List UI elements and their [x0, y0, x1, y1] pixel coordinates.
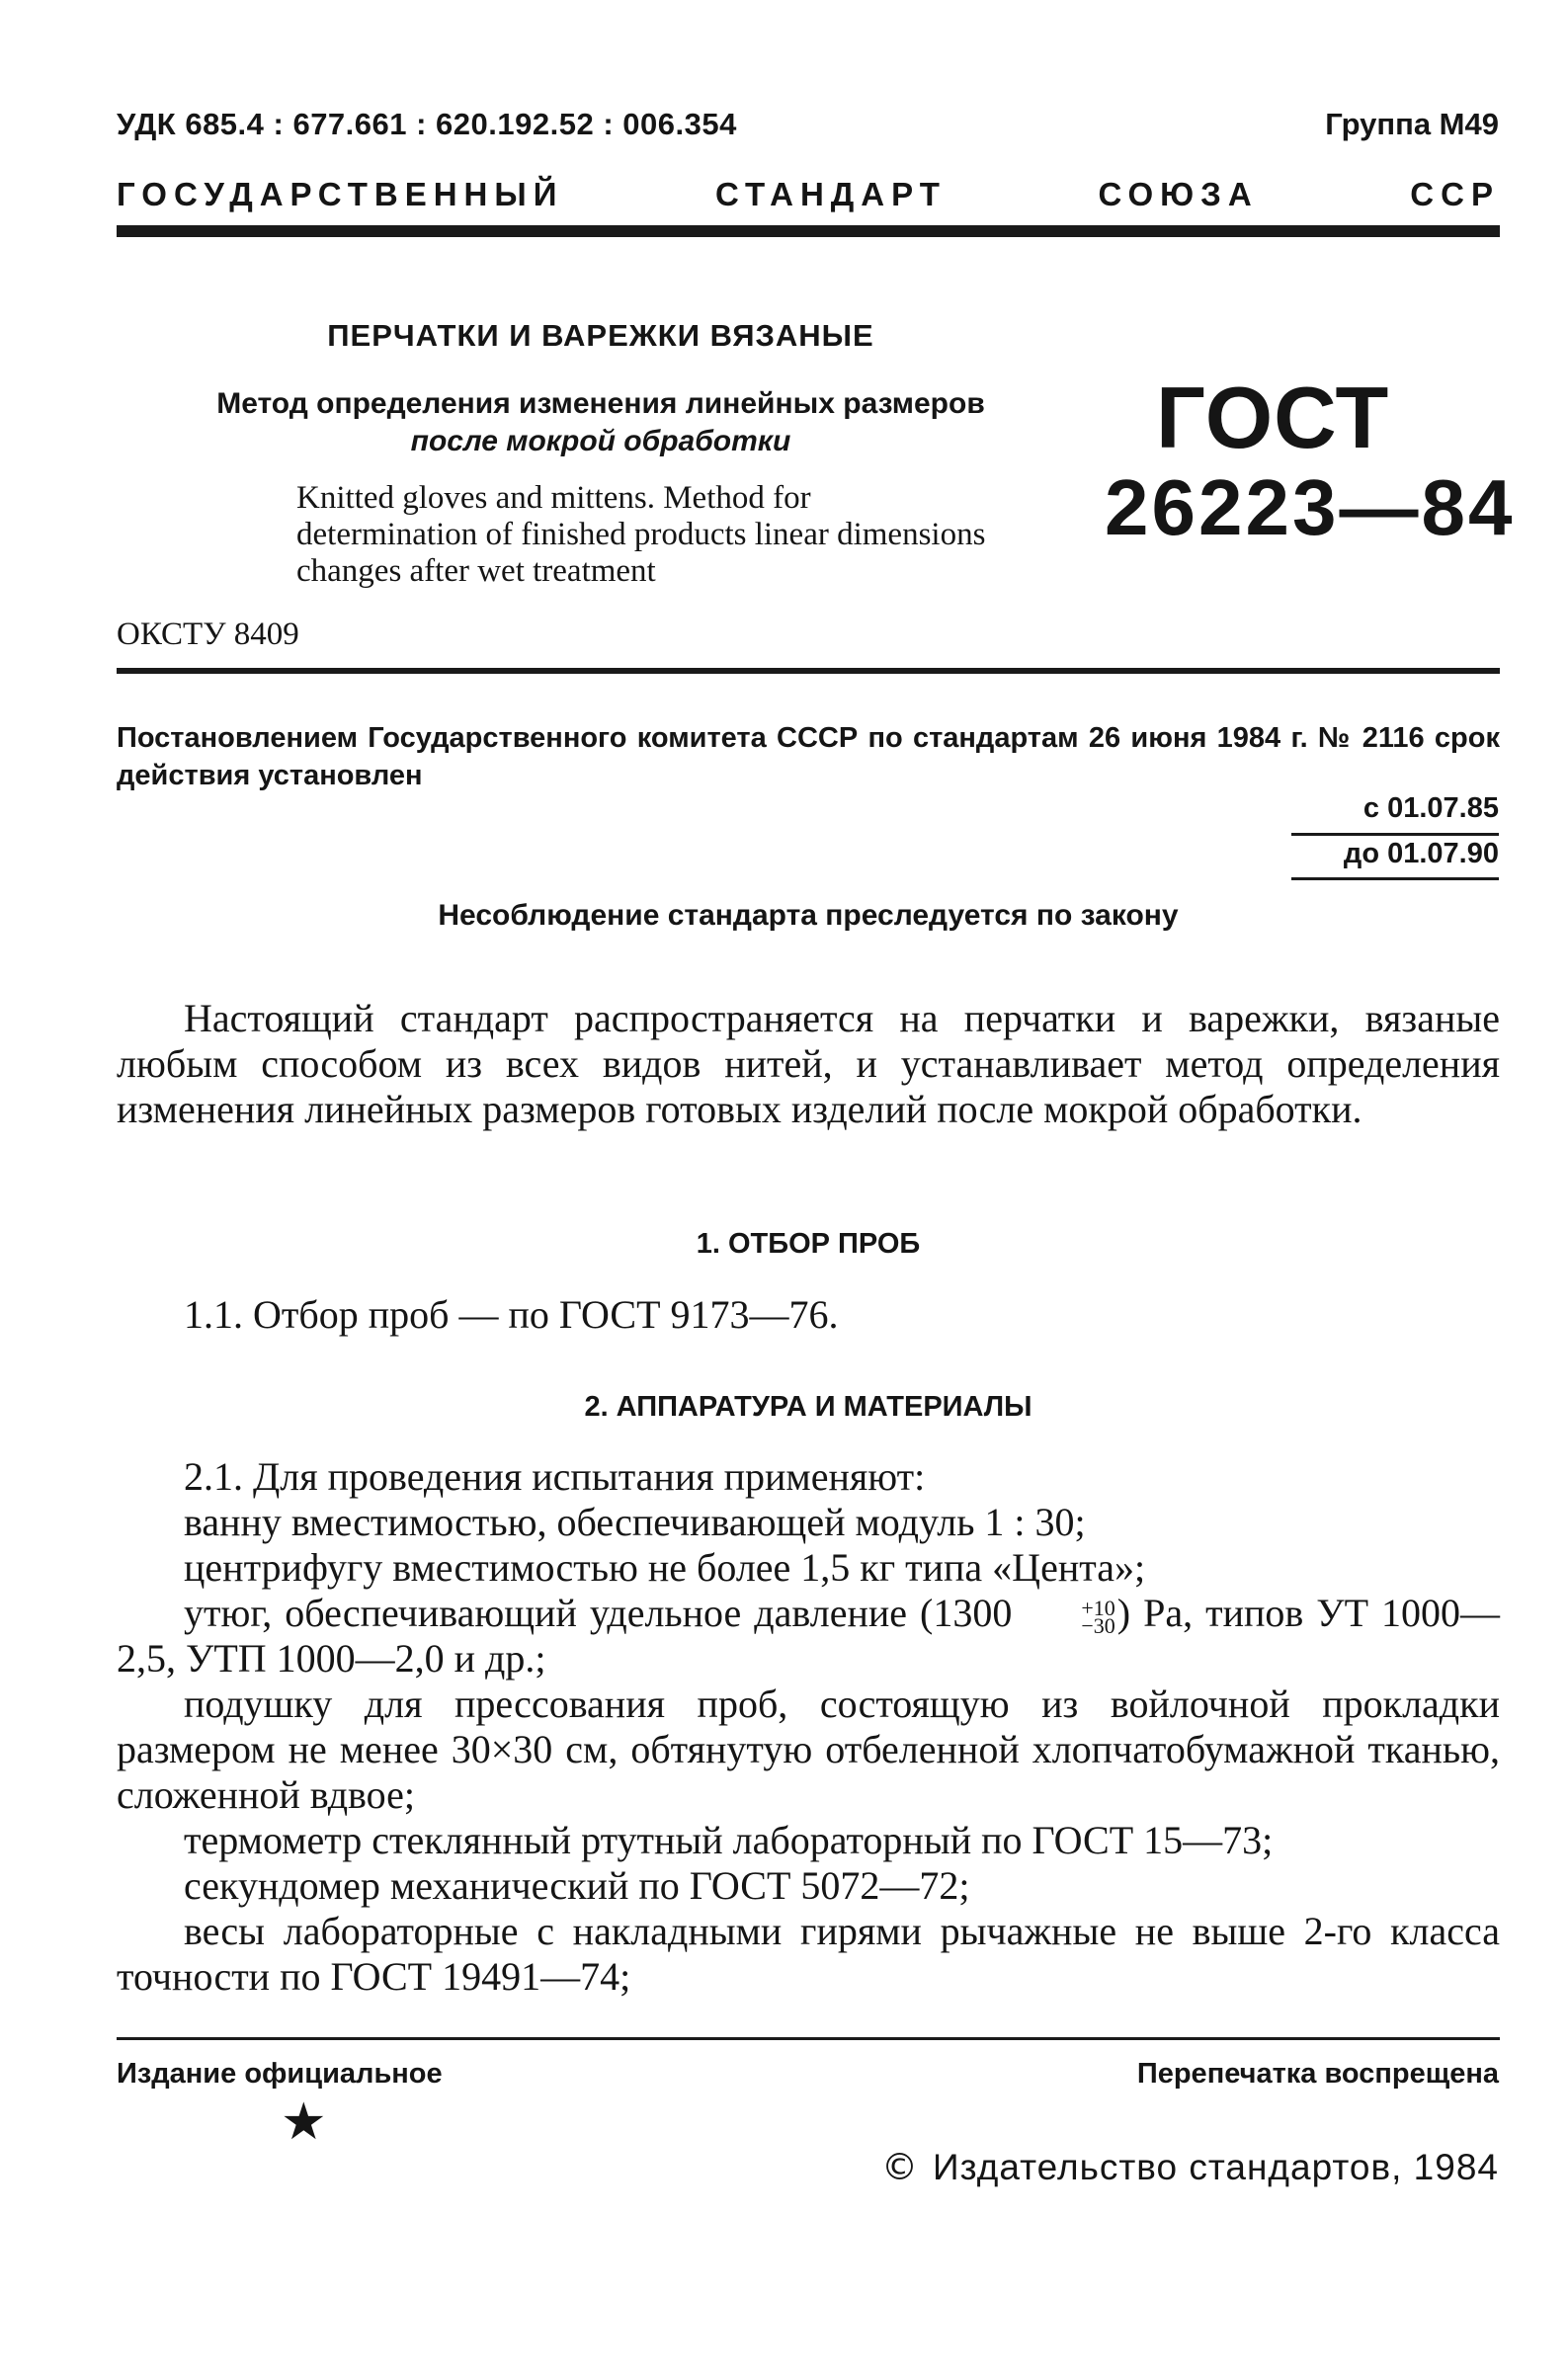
title-divider: [117, 668, 1500, 674]
publisher-name: Издательство стандартов, 1984: [933, 2147, 1499, 2187]
banner-word: ССР: [1410, 176, 1500, 212]
banner-word: СОЮЗА: [1098, 176, 1259, 212]
copyright-icon: ©: [881, 2146, 919, 2188]
list-item-iron: [117, 1591, 1500, 1682]
list-item-bath: ванну вместимостью, обеспечивающей модуль 1 : 30;: [184, 1500, 1086, 1544]
star-icon: ★: [281, 2094, 327, 2151]
okstu-code: ОКСТУ 8409: [117, 616, 299, 652]
banner-word: ГОСУДАРСТВЕННЫЙ: [117, 176, 564, 212]
validity-rule: [1291, 877, 1499, 880]
tolerance: [1014, 1595, 1115, 1638]
group-code: Группа М49: [1325, 107, 1499, 141]
valid-from: с 01.07.85: [1362, 792, 1499, 824]
iron-text-a: утюг, обеспечивающий удельное давление (1300: [184, 1591, 1013, 1635]
udk-code: УДК 685.4 : 677.661 : 620.192.52 : 006.354: [117, 107, 737, 141]
edition-label: Издание официальное: [117, 2058, 443, 2090]
banner-word: СТАНДАРТ: [715, 176, 947, 212]
publisher-line: [881, 2146, 1499, 2188]
paragraph-1-1: 1.1. Отбор проб — по ГОСТ 9173—76.: [184, 1292, 839, 1337]
english-title: Knitted gloves and mittens. Method for determination of finished products linear dimensions changes after wet treatment: [296, 480, 986, 589]
list-item-stopwatch: секундомер механический по ГОСТ 5072—72;: [184, 1863, 970, 1908]
standard-subtitle-line2: после мокрой обработки: [410, 425, 791, 457]
iron-text-b: ) Ра, типов УТ 1000—2,5, УТП 1000—2,0 и др.;: [117, 1591, 1500, 1681]
gost-label: ГОСТ: [1156, 369, 1390, 466]
list-item-centrifuge: центрифугу вместимостью не более 1,5 кг типа «Цента»;: [184, 1545, 1146, 1590]
list-item-pillow: подушку для прессования проб, состоящую из войлочной прокладки размером не менее 30×30 см, обтянутую отбеленной хлопчатобумажной тканью, сложенной вдвое;: [117, 1682, 1500, 1817]
equipment-list: [117, 1454, 1500, 2000]
tolerance-minus: −30: [1081, 1612, 1115, 1638]
decree-text: Постановлением Государственного комитета СССР по стандартам 26 июня 1984 г. № 2116 срок действия установлен: [117, 722, 1500, 791]
header-divider: [117, 225, 1500, 237]
standard-subtitle: Метод определения изменения линейных размеров: [216, 387, 985, 420]
intro-paragraph: Настоящий стандарт распространяется на перчатки и варежки, вязаные любым способом из всех видов нитей, и устанавливает метод определения изменения линейных размеров готовых изделий после мокрой обработки.: [117, 996, 1500, 1131]
valid-to: до 01.07.90: [1343, 838, 1499, 869]
tolerance-plus: +10: [1081, 1595, 1115, 1620]
list-item-scales: весы лабораторные с накладными гирями рычажные не выше 2-го класса точности по ГОСТ 19491—74;: [117, 1909, 1500, 1999]
reprint-notice: Перепечатка воспрещена: [1136, 2058, 1499, 2090]
validity-rule: [1291, 833, 1499, 836]
paragraph-2-1: 2.1. Для проведения испытания применяют:: [184, 1454, 926, 1499]
state-standard-banner: [117, 176, 1500, 213]
standard-title: ПЕРЧАТКИ И ВАРЕЖКИ ВЯЗАНЫЕ: [327, 318, 874, 353]
list-item-thermometer: термометр стеклянный ртутный лабораторный по ГОСТ 15—73;: [184, 1818, 1274, 1862]
section-2-heading: 2. АППАРАТУРА И МАТЕРИАЛЫ: [584, 1391, 1032, 1423]
legal-note: Несоблюдение стандарта преследуется по закону: [438, 899, 1179, 932]
footer-divider: [117, 2037, 1500, 2040]
section-1-heading: 1. ОТБОР ПРОБ: [696, 1228, 921, 1260]
gost-number: 26223—84: [1105, 463, 1516, 551]
